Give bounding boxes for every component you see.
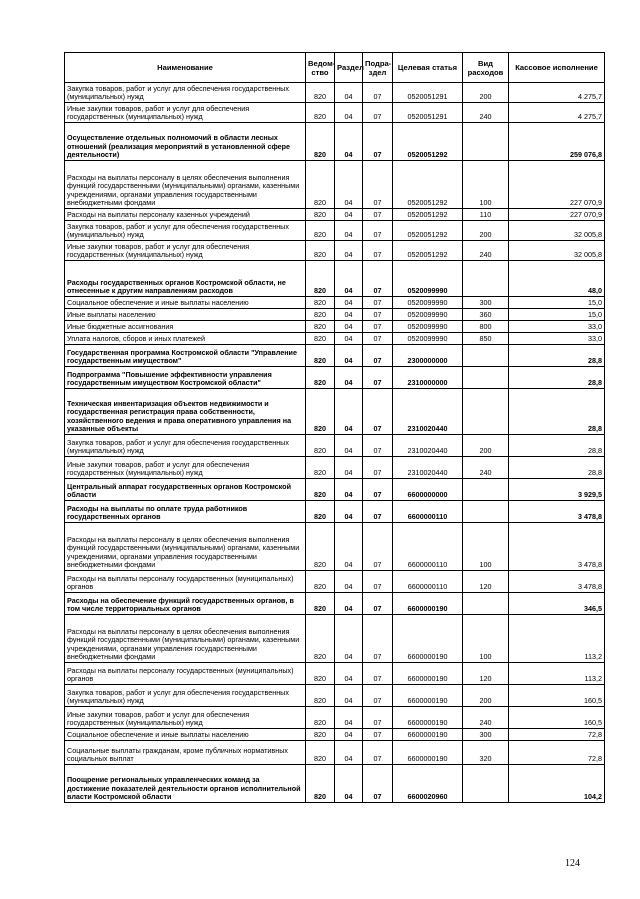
- cell-name: Расходы на выплаты персоналу государственных (муниципальных) органов: [65, 571, 306, 593]
- cell-target: 0520051292: [393, 241, 463, 261]
- cell-dept: 820: [306, 593, 335, 615]
- cell-subsection: 07: [363, 707, 393, 729]
- cell-subsection: 07: [363, 501, 393, 523]
- cell-dept: 820: [306, 221, 335, 241]
- table-row: [65, 209, 605, 221]
- table-row: [65, 501, 605, 523]
- cell-dept: 820: [306, 685, 335, 707]
- budget-table: [64, 52, 605, 803]
- cell-section: 04: [335, 501, 363, 523]
- cell-target: 6600000000: [393, 479, 463, 501]
- cell-dept: 820: [306, 161, 335, 209]
- cell-name: Расходы на выплаты персоналу государственных (муниципальных) органов: [65, 663, 306, 685]
- cell-amount: 15,0: [509, 297, 605, 309]
- cell-dept: 820: [306, 103, 335, 123]
- cell-name: Расходы на выплаты персоналу в целях обеспечения выполнения функций государственными (муниципальными) органами, казенными учреждениями, органами управления государственными внебюджетными фондами: [65, 523, 306, 571]
- cell-subsection: 07: [363, 593, 393, 615]
- cell-target: 0520051292: [393, 123, 463, 161]
- cell-name: Расходы государственных органов Костромской области, не отнесенные к другим направлениям расходов: [65, 261, 306, 297]
- cell-exp-type: [463, 593, 509, 615]
- cell-name: Расходы на выплаты персоналу в целях обеспечения выполнения функций государственными (муниципальными) органами, казенными учреждениями, органами управления государственными внебюджетными фондами: [65, 615, 306, 663]
- cell-section: 04: [335, 523, 363, 571]
- cell-section: 04: [335, 593, 363, 615]
- cell-section: 04: [335, 435, 363, 457]
- cell-exp-type: [463, 367, 509, 389]
- cell-name: Иные закупки товаров, работ и услуг для обеспечения государственных (муниципальных) нужд: [65, 103, 306, 123]
- cell-exp-type: 120: [463, 571, 509, 593]
- cell-subsection: 07: [363, 615, 393, 663]
- cell-dept: 820: [306, 765, 335, 803]
- table-row: [65, 309, 605, 321]
- cell-target: 6600000190: [393, 707, 463, 729]
- table-row: [65, 389, 605, 435]
- cell-dept: 820: [306, 479, 335, 501]
- cell-section: 04: [335, 161, 363, 209]
- cell-exp-type: 240: [463, 457, 509, 479]
- cell-name: Закупка товаров, работ и услуг для обеспечения государственных (муниципальных) нужд: [65, 435, 306, 457]
- cell-section: 04: [335, 615, 363, 663]
- cell-section: 04: [335, 741, 363, 765]
- cell-section: 04: [335, 221, 363, 241]
- cell-exp-type: [463, 765, 509, 803]
- cell-amount: 227 070,9: [509, 209, 605, 221]
- cell-exp-type: 100: [463, 161, 509, 209]
- cell-amount: 3 478,8: [509, 523, 605, 571]
- cell-dept: 820: [306, 321, 335, 333]
- cell-name: Поощрение региональных управленческих команд за достижение показателей деятельности органов исполнительной власти Костромской области: [65, 765, 306, 803]
- cell-section: 04: [335, 309, 363, 321]
- cell-target: 6600000190: [393, 685, 463, 707]
- table-row: [65, 765, 605, 803]
- cell-name: Социальные выплаты гражданам, кроме публичных нормативных социальных выплат: [65, 741, 306, 765]
- cell-dept: 820: [306, 123, 335, 161]
- cell-exp-type: 320: [463, 741, 509, 765]
- cell-section: 04: [335, 209, 363, 221]
- cell-name: Иные выплаты населению: [65, 309, 306, 321]
- table-row: [65, 457, 605, 479]
- table-row: [65, 707, 605, 729]
- cell-name: Расходы на обеспечение функций государственных органов, в том числе территориальных органов: [65, 593, 306, 615]
- cell-amount: 48,0: [509, 261, 605, 297]
- cell-subsection: 07: [363, 345, 393, 367]
- cell-amount: 4 275,7: [509, 83, 605, 103]
- cell-section: 04: [335, 707, 363, 729]
- cell-dept: 820: [306, 729, 335, 741]
- header-subsection: Подра-здел: [363, 53, 393, 83]
- cell-amount: 3 478,8: [509, 501, 605, 523]
- budget-table-container: [64, 52, 604, 803]
- cell-subsection: 07: [363, 765, 393, 803]
- cell-dept: 820: [306, 345, 335, 367]
- cell-exp-type: 300: [463, 729, 509, 741]
- cell-target: 2310020440: [393, 389, 463, 435]
- cell-amount: 28,8: [509, 345, 605, 367]
- cell-target: 2300000000: [393, 345, 463, 367]
- cell-name: Иные закупки товаров, работ и услуг для обеспечения государственных (муниципальных) нужд: [65, 241, 306, 261]
- cell-name: Социальное обеспечение и иные выплаты населению: [65, 729, 306, 741]
- cell-amount: 28,8: [509, 389, 605, 435]
- cell-name: Иные бюджетные ассигнования: [65, 321, 306, 333]
- table-row: [65, 241, 605, 261]
- cell-amount: 3 929,5: [509, 479, 605, 501]
- cell-section: 04: [335, 765, 363, 803]
- cell-amount: 346,5: [509, 593, 605, 615]
- cell-dept: 820: [306, 261, 335, 297]
- table-row: [65, 261, 605, 297]
- cell-name: Закупка товаров, работ и услуг для обеспечения государственных (муниципальных) нужд: [65, 685, 306, 707]
- cell-amount: 227 070,9: [509, 161, 605, 209]
- cell-name: Расходы на выплаты персоналу в целях обеспечения выполнения функций государственными (муниципальными) органами, казенными учреждениями, органами управления государственными внебюджетными фондами: [65, 161, 306, 209]
- cell-section: 04: [335, 83, 363, 103]
- table-row: [65, 571, 605, 593]
- cell-dept: 820: [306, 435, 335, 457]
- cell-dept: 820: [306, 741, 335, 765]
- cell-target: 2310020440: [393, 457, 463, 479]
- cell-amount: 33,0: [509, 333, 605, 345]
- cell-subsection: 07: [363, 523, 393, 571]
- cell-subsection: 07: [363, 261, 393, 297]
- cell-subsection: 07: [363, 209, 393, 221]
- cell-exp-type: 110: [463, 209, 509, 221]
- cell-dept: 820: [306, 389, 335, 435]
- cell-exp-type: [463, 479, 509, 501]
- table-row: [65, 593, 605, 615]
- cell-section: 04: [335, 571, 363, 593]
- cell-dept: 820: [306, 309, 335, 321]
- table-row: [65, 685, 605, 707]
- cell-amount: 160,5: [509, 685, 605, 707]
- cell-dept: 820: [306, 707, 335, 729]
- table-row: [65, 321, 605, 333]
- cell-target: 0520099990: [393, 297, 463, 309]
- cell-subsection: 07: [363, 685, 393, 707]
- cell-subsection: 07: [363, 123, 393, 161]
- table-body: [65, 83, 605, 803]
- cell-subsection: 07: [363, 241, 393, 261]
- cell-amount: 160,5: [509, 707, 605, 729]
- cell-amount: 15,0: [509, 309, 605, 321]
- header-section: Раздел: [335, 53, 363, 83]
- cell-target: 6600000190: [393, 593, 463, 615]
- cell-section: 04: [335, 663, 363, 685]
- cell-exp-type: 200: [463, 435, 509, 457]
- cell-target: 0520099990: [393, 333, 463, 345]
- table-row: [65, 479, 605, 501]
- cell-subsection: 07: [363, 103, 393, 123]
- cell-target: 2310000000: [393, 367, 463, 389]
- table-row: [65, 663, 605, 685]
- cell-target: 6600000110: [393, 501, 463, 523]
- cell-target: 0520051292: [393, 161, 463, 209]
- cell-amount: 32 005,8: [509, 221, 605, 241]
- cell-name: Расходы на выплаты персоналу казенных учреждений: [65, 209, 306, 221]
- cell-amount: 32 005,8: [509, 241, 605, 261]
- cell-section: 04: [335, 479, 363, 501]
- cell-section: 04: [335, 457, 363, 479]
- cell-exp-type: [463, 345, 509, 367]
- cell-exp-type: 100: [463, 523, 509, 571]
- cell-section: 04: [335, 333, 363, 345]
- cell-name: Государственная программа Костромской области "Управление государственным имуществом": [65, 345, 306, 367]
- cell-exp-type: 120: [463, 663, 509, 685]
- cell-name: Техническая инвентаризация объектов недвижимости и государственная регистрация права собственности, хозяйственного ведения и права оперативного управления на указанные объекты: [65, 389, 306, 435]
- cell-subsection: 07: [363, 333, 393, 345]
- cell-subsection: 07: [363, 297, 393, 309]
- cell-section: 04: [335, 241, 363, 261]
- header-target: Целевая статья: [393, 53, 463, 83]
- table-row: [65, 741, 605, 765]
- cell-exp-type: [463, 501, 509, 523]
- cell-exp-type: [463, 261, 509, 297]
- cell-dept: 820: [306, 241, 335, 261]
- cell-dept: 820: [306, 457, 335, 479]
- cell-dept: 820: [306, 297, 335, 309]
- cell-target: 0520051291: [393, 103, 463, 123]
- cell-exp-type: 100: [463, 615, 509, 663]
- cell-dept: 820: [306, 615, 335, 663]
- cell-name: Уплата налогов, сборов и иных платежей: [65, 333, 306, 345]
- cell-target: 6600020960: [393, 765, 463, 803]
- cell-amount: 104,2: [509, 765, 605, 803]
- cell-section: 04: [335, 345, 363, 367]
- cell-section: 04: [335, 367, 363, 389]
- cell-subsection: 07: [363, 479, 393, 501]
- cell-name: Осуществление отдельных полномочий в области лесных отношений (реализация мероприятий в установленной сфере деятельности): [65, 123, 306, 161]
- cell-dept: 820: [306, 663, 335, 685]
- table-row: [65, 83, 605, 103]
- cell-exp-type: 850: [463, 333, 509, 345]
- cell-exp-type: 240: [463, 707, 509, 729]
- cell-dept: 820: [306, 571, 335, 593]
- cell-amount: 113,2: [509, 615, 605, 663]
- cell-subsection: 07: [363, 457, 393, 479]
- cell-subsection: 07: [363, 663, 393, 685]
- cell-subsection: 07: [363, 729, 393, 741]
- cell-section: 04: [335, 297, 363, 309]
- cell-amount: 259 076,8: [509, 123, 605, 161]
- cell-amount: 4 275,7: [509, 103, 605, 123]
- table-row: [65, 297, 605, 309]
- table-row: [65, 523, 605, 571]
- table-row: [65, 333, 605, 345]
- header-amount: Кассовое исполнение: [509, 53, 605, 83]
- cell-target: 0520051292: [393, 209, 463, 221]
- cell-dept: 820: [306, 523, 335, 571]
- cell-amount: 72,8: [509, 729, 605, 741]
- table-row: [65, 345, 605, 367]
- cell-exp-type: [463, 123, 509, 161]
- page-number: 124: [565, 858, 580, 869]
- table-row: [65, 161, 605, 209]
- cell-subsection: 07: [363, 221, 393, 241]
- cell-exp-type: 240: [463, 103, 509, 123]
- cell-exp-type: 240: [463, 241, 509, 261]
- cell-name: Социальное обеспечение и иные выплаты населению: [65, 297, 306, 309]
- cell-subsection: 07: [363, 83, 393, 103]
- cell-subsection: 07: [363, 309, 393, 321]
- cell-section: 04: [335, 261, 363, 297]
- cell-target: 6600000190: [393, 741, 463, 765]
- cell-dept: 820: [306, 209, 335, 221]
- cell-dept: 820: [306, 367, 335, 389]
- cell-subsection: 07: [363, 321, 393, 333]
- table-header-row: [65, 53, 605, 83]
- cell-amount: 72,8: [509, 741, 605, 765]
- cell-target: 0520099990: [393, 309, 463, 321]
- cell-target: 0520051292: [393, 221, 463, 241]
- table-row: [65, 367, 605, 389]
- cell-name: Закупка товаров, работ и услуг для обеспечения государственных (муниципальных) нужд: [65, 83, 306, 103]
- cell-section: 04: [335, 389, 363, 435]
- table-row: [65, 103, 605, 123]
- cell-subsection: 07: [363, 161, 393, 209]
- table-row: [65, 729, 605, 741]
- cell-amount: 28,8: [509, 367, 605, 389]
- cell-target: 6600000110: [393, 523, 463, 571]
- cell-amount: 28,8: [509, 435, 605, 457]
- header-dept: Ведом-ство: [306, 53, 335, 83]
- cell-exp-type: 200: [463, 221, 509, 241]
- cell-subsection: 07: [363, 389, 393, 435]
- table-row: [65, 435, 605, 457]
- cell-dept: 820: [306, 501, 335, 523]
- header-name: Наименование: [65, 53, 306, 83]
- cell-section: 04: [335, 103, 363, 123]
- cell-dept: 820: [306, 333, 335, 345]
- cell-target: 6600000190: [393, 729, 463, 741]
- cell-target: 6600000110: [393, 571, 463, 593]
- cell-exp-type: 200: [463, 685, 509, 707]
- cell-name: Расходы на выплаты по оплате труда работников государственных органов: [65, 501, 306, 523]
- cell-amount: 3 478,8: [509, 571, 605, 593]
- cell-section: 04: [335, 123, 363, 161]
- cell-target: 2310020440: [393, 435, 463, 457]
- cell-section: 04: [335, 321, 363, 333]
- cell-exp-type: 300: [463, 297, 509, 309]
- header-exp-type: Вид расходов: [463, 53, 509, 83]
- table-row: [65, 123, 605, 161]
- cell-exp-type: 360: [463, 309, 509, 321]
- cell-target: 6600000190: [393, 615, 463, 663]
- cell-subsection: 07: [363, 741, 393, 765]
- cell-name: Закупка товаров, работ и услуг для обеспечения государственных (муниципальных) нужд: [65, 221, 306, 241]
- cell-amount: 28,8: [509, 457, 605, 479]
- cell-amount: 113,2: [509, 663, 605, 685]
- cell-name: Иные закупки товаров, работ и услуг для обеспечения государственных (муниципальных) нужд: [65, 707, 306, 729]
- cell-dept: 820: [306, 83, 335, 103]
- cell-section: 04: [335, 685, 363, 707]
- cell-exp-type: [463, 389, 509, 435]
- table-row: [65, 221, 605, 241]
- cell-name: Центральный аппарат государственных органов Костромской области: [65, 479, 306, 501]
- cell-target: 0520099990: [393, 261, 463, 297]
- cell-amount: 33,0: [509, 321, 605, 333]
- cell-name: Подпрограмма "Повышение эффективности управления государственным имуществом Костромской области": [65, 367, 306, 389]
- table-row: [65, 615, 605, 663]
- cell-target: 0520051291: [393, 83, 463, 103]
- cell-name: Иные закупки товаров, работ и услуг для обеспечения государственных (муниципальных) нужд: [65, 457, 306, 479]
- cell-section: 04: [335, 729, 363, 741]
- cell-exp-type: 200: [463, 83, 509, 103]
- cell-subsection: 07: [363, 435, 393, 457]
- cell-target: 0520099990: [393, 321, 463, 333]
- cell-exp-type: 800: [463, 321, 509, 333]
- cell-target: 6600000190: [393, 663, 463, 685]
- cell-subsection: 07: [363, 571, 393, 593]
- cell-subsection: 07: [363, 367, 393, 389]
